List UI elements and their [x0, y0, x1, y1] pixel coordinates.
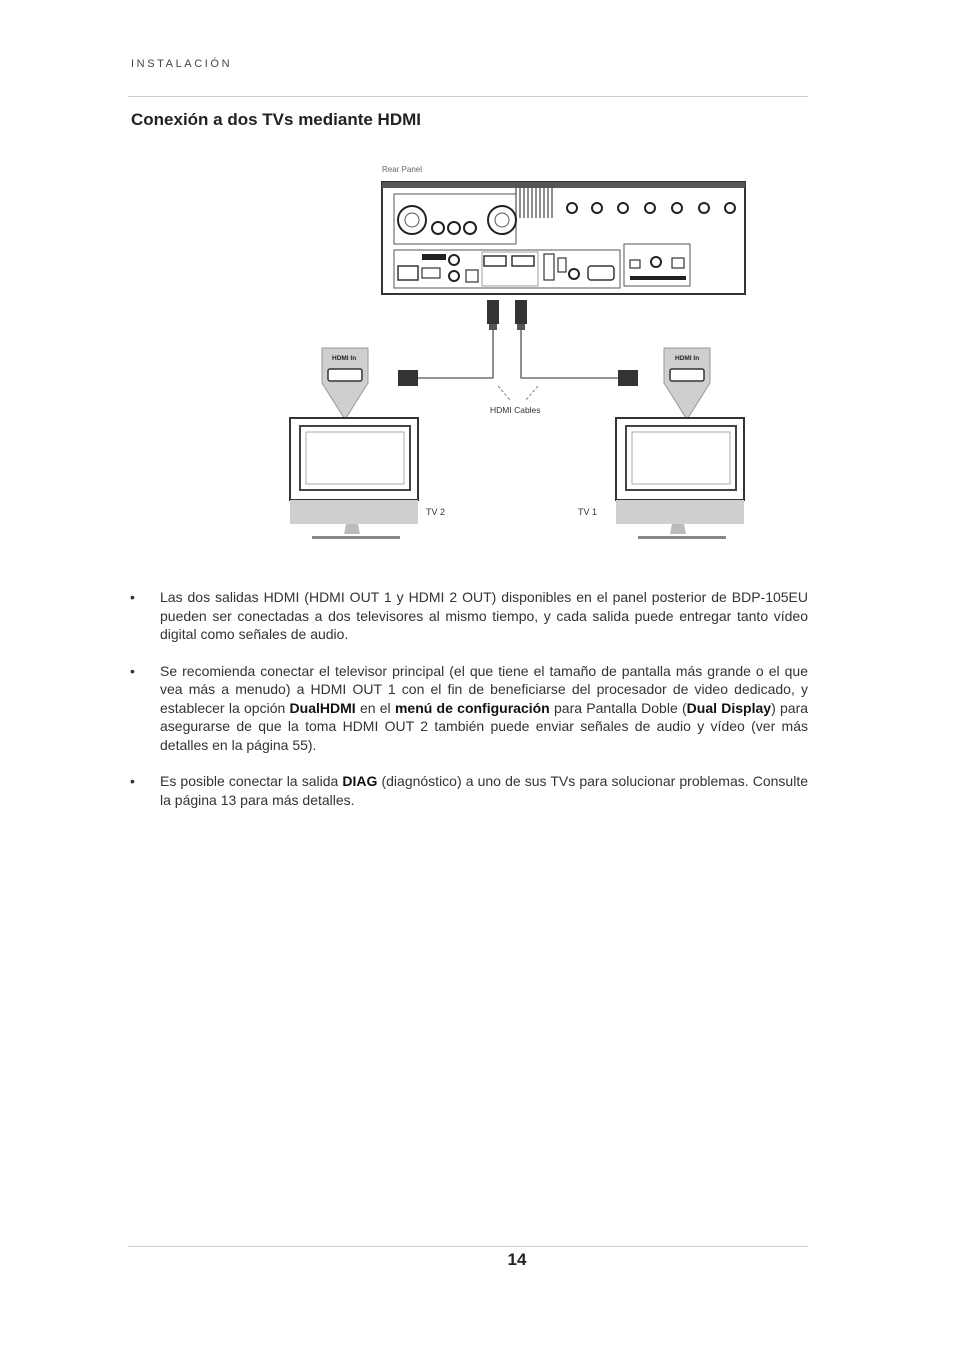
bullet-text: Las dos salidas HDMI (HDMI OUT 1 y HDMI 2 OUT) disponibles en el panel posterior de BDP-105EU pueden ser conectadas a dos televisores al mismo tiempo, y cada salida puede entregar tanto vídeo digital como señales de audio. — [160, 589, 808, 642]
page-number: 14 — [507, 1250, 527, 1269]
tv-right — [616, 418, 744, 539]
top-divider — [128, 96, 808, 97]
bold-term: Dual Display — [686, 699, 772, 716]
running-header: INSTALACIÓN — [131, 58, 233, 70]
bold-term: menú de configuración — [394, 699, 550, 716]
list-item — [128, 772, 808, 809]
hdmi-plug-right — [618, 370, 638, 386]
bold-term: DualHDMI — [289, 699, 356, 716]
tv2-label: TV 2 — [426, 507, 446, 517]
rear-panel-label: Rear Panel — [382, 165, 423, 174]
bullet-text: Es posible conectar la salida — [160, 773, 343, 789]
hdmi-in-label-right: HDMI In — [675, 355, 700, 362]
bullet-text: en el — [355, 699, 395, 716]
hdmi-plug-left — [398, 370, 418, 386]
bullet-marker: • — [130, 589, 135, 605]
hdmi-cables-label: HDMI Cables — [490, 405, 541, 415]
hdmi-cables — [406, 330, 618, 378]
bullet-marker: • — [130, 773, 135, 789]
list-item — [128, 662, 808, 755]
bullet-text: para Pantalla Doble ( — [549, 699, 687, 716]
hdmi-in-label-left: HDMI In — [332, 355, 357, 362]
bottom-divider — [128, 1246, 808, 1247]
list-item — [128, 588, 808, 644]
section-title: Conexión a dos TVs mediante HDMI — [131, 110, 421, 129]
player-rear-panel — [382, 182, 745, 294]
cable-pointer-lines — [498, 386, 538, 400]
bullet-list — [128, 588, 808, 827]
tv-left — [290, 418, 418, 539]
hdmi-plugs-at-player — [487, 300, 527, 330]
bullet-text: (diagnóstico) a uno de sus TVs para solucionar problemas. Consulte la página 13 para más detalles. — [160, 773, 809, 808]
bold-term: DIAG — [342, 773, 378, 789]
tv1-label: TV 1 — [578, 507, 598, 517]
bullet-marker: • — [130, 662, 135, 679]
bullet-text: Se recomienda conectar el televisor principal (el que tiene el tamaño de pantalla más grande o el que vea más a menudo) a HDMI OUT 1 con el fin de beneficiarse del procesador de video dedicado, y establecer la opción — [160, 662, 808, 716]
connection-diagram — [286, 158, 748, 544]
bullet-text: ) para asegurarse de que la toma HDMI OUT 2 también puede enviar señales de audio y vídeo (ver más detalles en la página 55). — [160, 699, 809, 753]
